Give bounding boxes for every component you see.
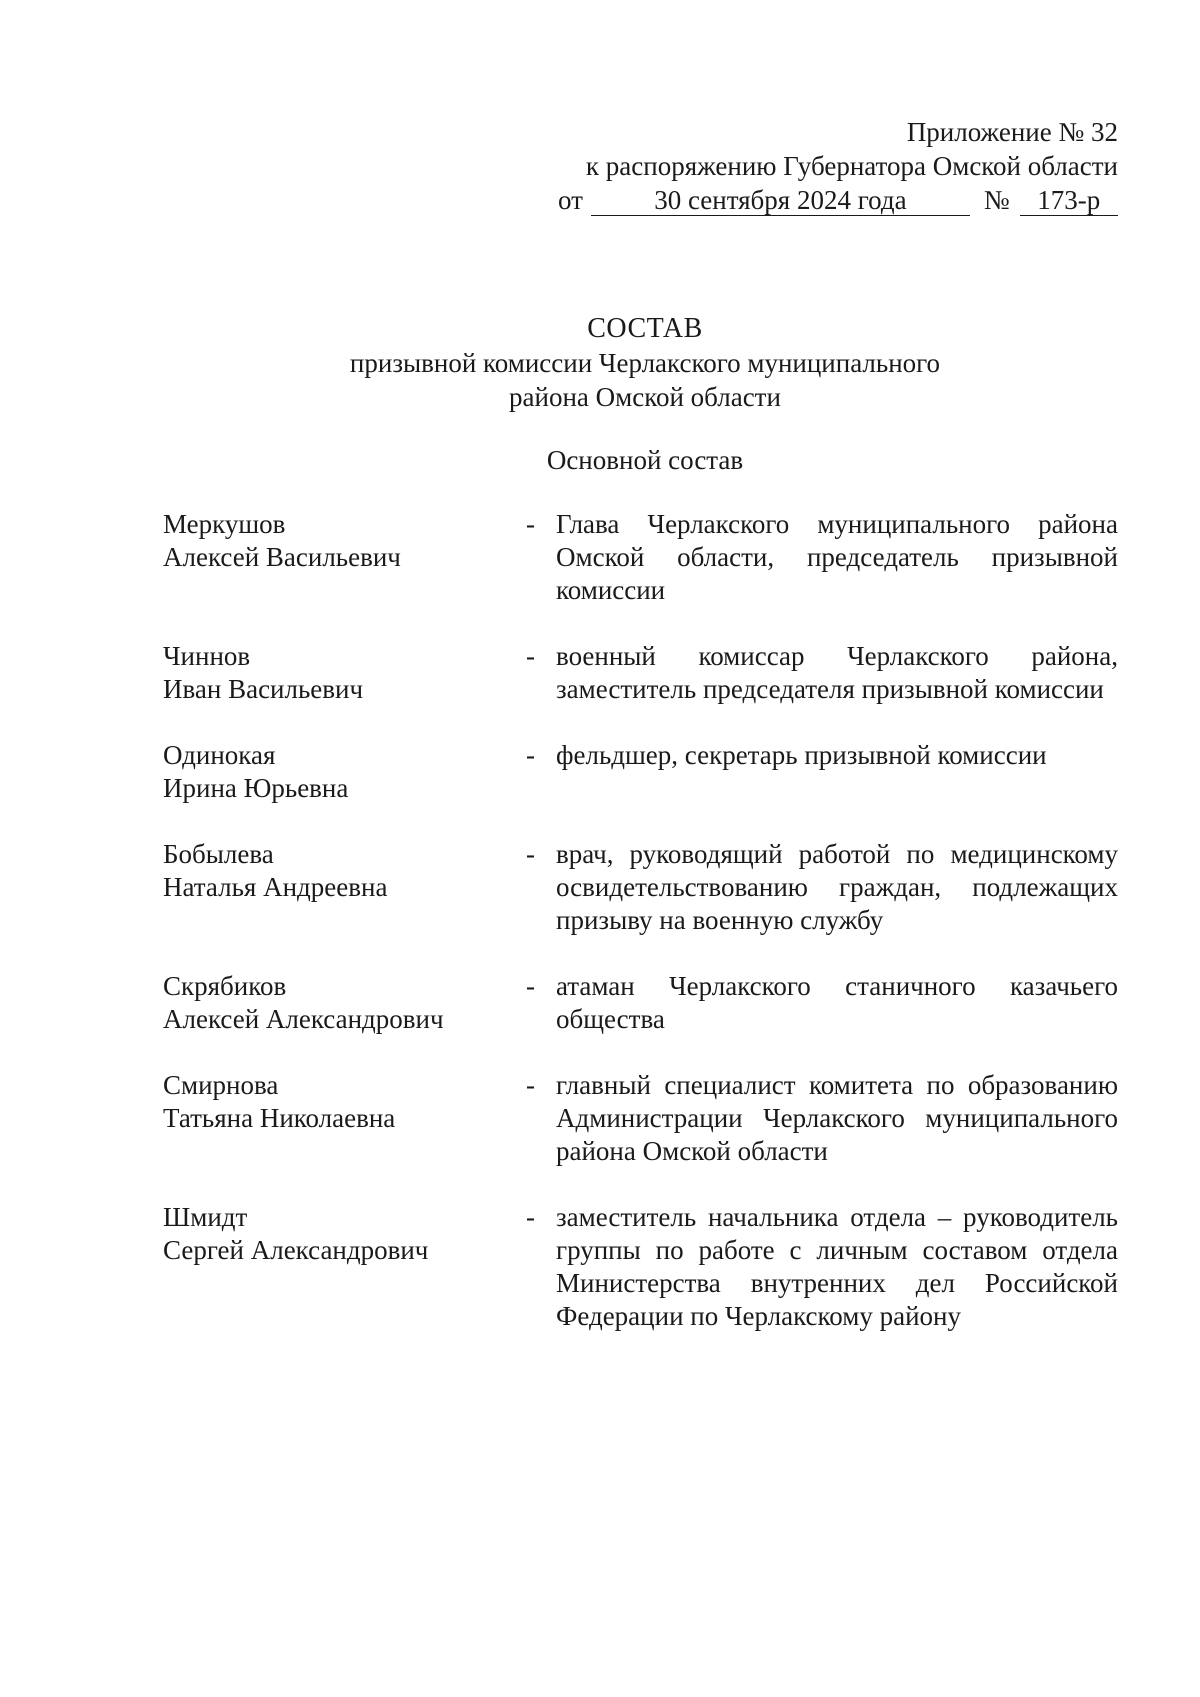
member-name xyxy=(163,838,526,937)
member-name xyxy=(163,970,526,1036)
member-role: заместитель начальника отдела – руководитель группы по работе с личным составом отдела Министерства внутренних дел Российской Федерации по Черлакскому району xyxy=(556,1202,1118,1331)
member-given-name: Алексей Александрович xyxy=(163,1004,444,1034)
member-row xyxy=(163,508,1118,607)
member-row xyxy=(163,640,1118,706)
member-name xyxy=(163,640,526,706)
member-dash: - xyxy=(526,740,535,770)
title-heading: СОСТАВ xyxy=(587,313,703,344)
member-given-name: Наталья Андреевна xyxy=(163,872,388,902)
order-number: 173-р xyxy=(1020,185,1118,216)
member-row xyxy=(163,739,1118,805)
title-line-3: района Омской области xyxy=(509,382,781,412)
member-surname: Скрябиков xyxy=(163,971,287,1001)
member-name xyxy=(163,1069,526,1168)
member-surname: Меркушов xyxy=(163,509,286,539)
member-role: врач, руководящий работой по медицинскому освидетельствованию граждан, подлежащих призыву на военную службу xyxy=(556,839,1118,935)
member-given-name: Сергей Александрович xyxy=(163,1235,429,1265)
number-label: № xyxy=(983,185,1010,215)
appendix-number: Приложение № 32 xyxy=(906,117,1118,147)
member-role: военный комиссар Черлакского района, заместитель председателя призывной комиссии xyxy=(556,641,1118,704)
member-dash: - xyxy=(526,839,535,869)
member-name xyxy=(163,508,526,607)
member-role: главный специалист комитета по образованию Администрации Черлакского муниципального района Омской области xyxy=(556,1070,1118,1166)
document-title xyxy=(0,312,1200,414)
member-name xyxy=(163,739,526,805)
member-surname: Смирнова xyxy=(163,1070,279,1100)
from-label: от xyxy=(558,185,583,215)
member-surname: Бобылева xyxy=(163,839,274,869)
member-role: Глава Черлакского муниципального района Омской области, председатель призывной комиссии xyxy=(556,509,1118,605)
member-dash: - xyxy=(526,971,535,1001)
member-role: фельдшер, секретарь призывной комиссии xyxy=(556,740,1047,770)
member-given-name: Ирина Юрьевна xyxy=(163,773,349,803)
member-name xyxy=(163,1201,526,1333)
member-given-name: Алексей Васильевич xyxy=(163,542,401,572)
member-row xyxy=(163,1069,1118,1168)
member-role: атаман Черлакского станичного казачьего общества xyxy=(556,971,1118,1034)
title-line-2: призывной комиссии Черлакского муниципального xyxy=(349,348,941,378)
member-dash: - xyxy=(526,1202,535,1232)
member-row xyxy=(163,1201,1118,1333)
member-surname: Одинокая xyxy=(163,740,276,770)
section-title: Основной состав xyxy=(546,445,744,475)
appendix-date-line xyxy=(558,183,1118,217)
member-dash: - xyxy=(526,1070,535,1100)
appendix-reference xyxy=(558,115,1118,217)
member-surname: Шмидт xyxy=(163,1202,248,1232)
member-given-name: Татьяна Николаевна xyxy=(163,1103,396,1133)
member-row xyxy=(163,970,1118,1036)
member-dash: - xyxy=(526,509,535,539)
member-dash: - xyxy=(526,641,535,671)
member-row xyxy=(163,838,1118,937)
member-surname: Чиннов xyxy=(163,641,251,671)
member-given-name: Иван Васильевич xyxy=(163,674,364,704)
appendix-order-reference: к распоряжению Губернатора Омской области xyxy=(585,151,1118,181)
members-list xyxy=(163,508,1118,1333)
order-date: 30 сентября 2024 года xyxy=(591,185,970,216)
